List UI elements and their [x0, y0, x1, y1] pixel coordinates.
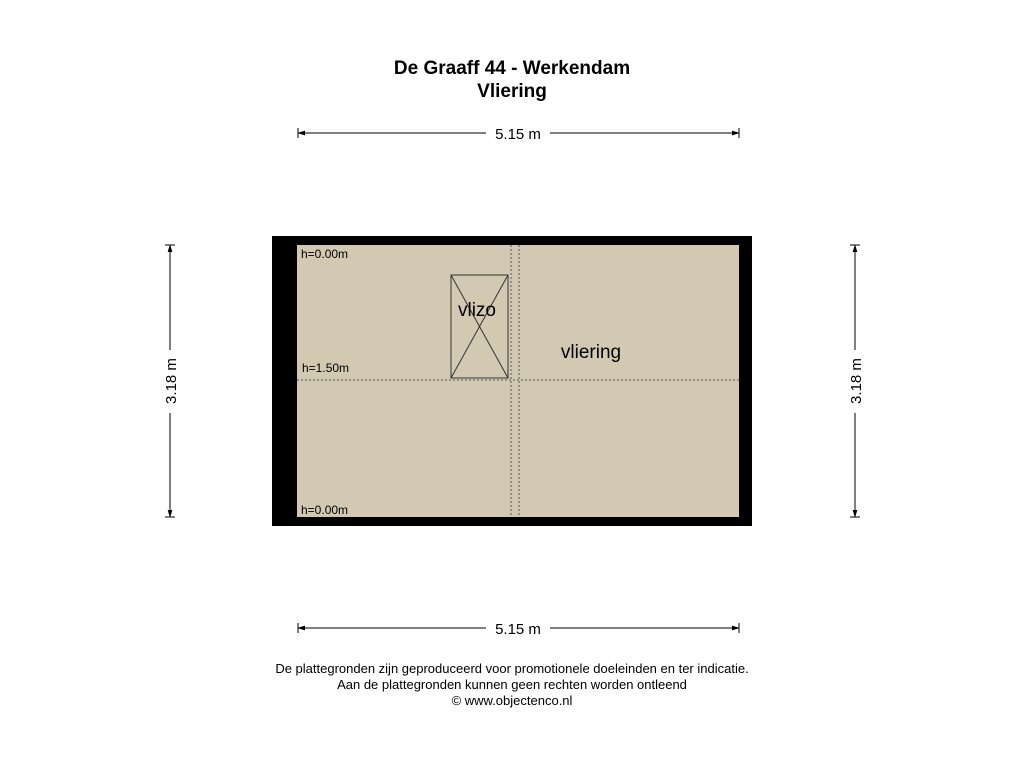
- dimension-right-label: 3.18 m: [848, 358, 865, 404]
- dimension-bottom: [298, 621, 739, 638]
- plan-title-floor: Vliering: [477, 81, 547, 102]
- height-label-top: h=0.00m: [301, 247, 349, 261]
- dimension-left-label: 3.18 m: [163, 358, 180, 404]
- height-label-middle: h=1.50m: [302, 361, 350, 375]
- room-label-attic: vliering: [560, 342, 622, 363]
- dimension-right: [848, 245, 865, 517]
- dimension-bottom-label: 5.15 m: [495, 621, 541, 638]
- plan-title-address: De Graaff 44 - Werkendam: [393, 58, 631, 79]
- height-label-bottom: h=0.00m: [301, 503, 349, 517]
- dimension-left: [163, 245, 180, 517]
- disclaimer-line-1: De plattegronden zijn geproduceerd voor promotionele doeleinden en ter indicatie.: [275, 661, 749, 676]
- attic-floor: [297, 245, 739, 517]
- dimension-top-label: 5.15 m: [495, 126, 541, 143]
- hatch-label: vlizo: [457, 300, 497, 321]
- disclaimer-line-2: Aan de plattegronden kunnen geen rechten worden ontleend: [337, 677, 687, 692]
- copyright-line: © www.objectenco.nl: [451, 693, 573, 708]
- dimension-top: [298, 126, 739, 143]
